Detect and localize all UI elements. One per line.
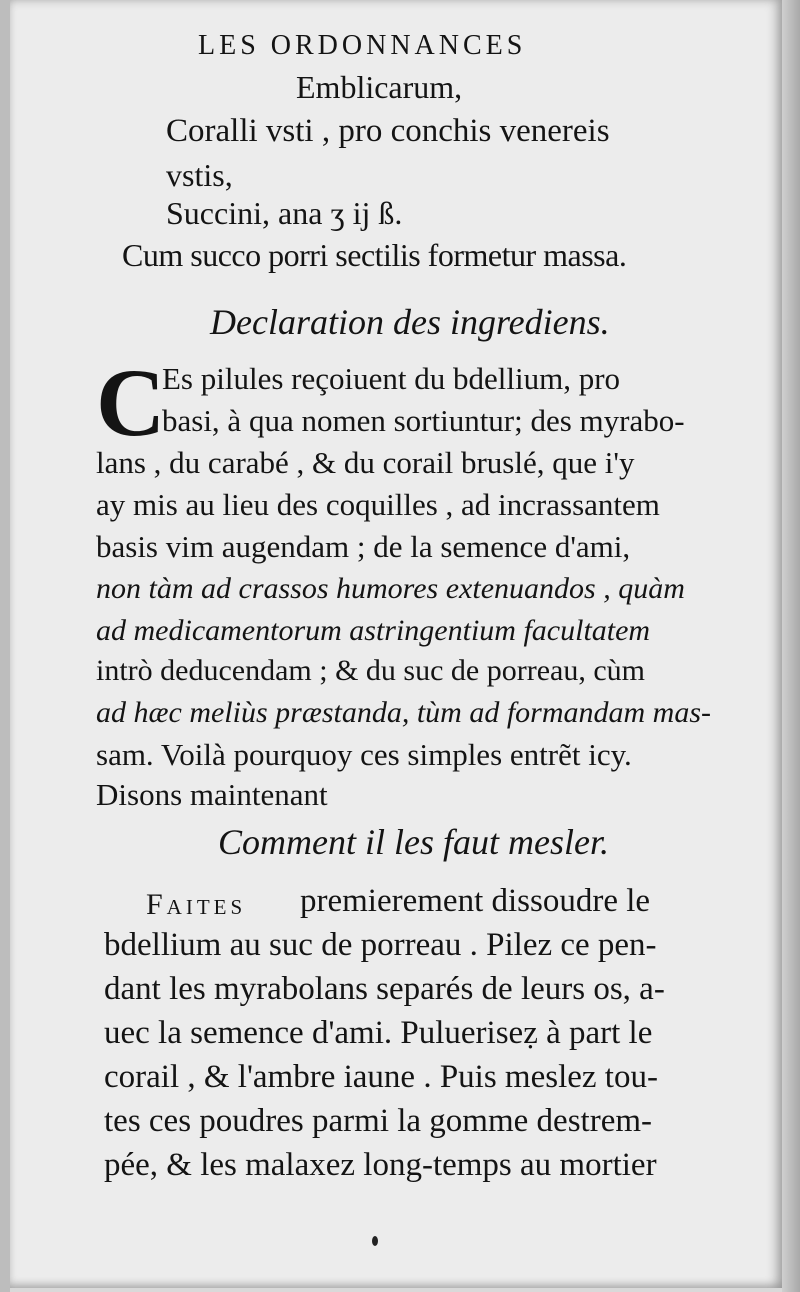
recipe-line-5: Cum succo porri sectilis formetur massa. <box>122 237 627 273</box>
page-gutter-shadow <box>782 0 800 1292</box>
body-line: premierement dissoudre le <box>300 883 651 919</box>
page-left-edge <box>0 0 10 1292</box>
section-lead-word: Faites <box>146 888 247 921</box>
body-line: dant les myrabolans separés de leurs os, a- <box>104 971 665 1007</box>
body-line: ad hæc meliùs præstanda, tùm ad formandam mas- <box>96 696 712 729</box>
body-line: ad medicamentorum astringentium facultatem <box>96 614 651 647</box>
body-line: ay mis au lieu des coquilles , ad incrassantem <box>96 487 660 522</box>
recipe-line-1: Emblicarum, <box>296 69 463 105</box>
body-line: Es pilules reçoiuent du bdellium, pro <box>162 361 621 396</box>
body-line: pée, & les malaxez long-temps au mortier <box>104 1147 657 1183</box>
body-line: bdellium au suc de porreau . Pilez ce pen- <box>104 927 657 963</box>
body-line: uec la semence d'ami. Pulueriseẓ à part le <box>104 1015 653 1051</box>
body-line: corail , & l'ambre iaune . Puis meslez tou- <box>104 1059 658 1095</box>
recipe-line-3: vstis, <box>166 157 233 193</box>
body-line: non tàm ad crassos humores extenuandos , quàm <box>96 572 685 605</box>
body-line: basis vim augendam ; de la semence d'ami, <box>96 529 631 564</box>
recipe-line-2: Coralli vsti , pro conchis venereis <box>166 113 610 149</box>
body-line: intrò deducendam ; & du suc de porreau, cùm <box>96 654 645 687</box>
body-line: basi, à qua nomen sortiuntur; des myrabo- <box>162 403 685 438</box>
recipe-line-4: Succini, ana ʒ ij ß. <box>166 195 403 231</box>
drop-capital: C <box>96 349 166 456</box>
printer-mark <box>372 1236 378 1246</box>
body-line: lans , du carabé , & du corail bruslé, que i'y <box>96 445 635 480</box>
section-heading-mesler: Comment il les faut mesler. <box>218 822 609 862</box>
body-line: sam. Voilà pourquoy ces simples entrẽt icy. <box>96 737 632 772</box>
body-line: tes ces poudres parmi la gomme destrem- <box>104 1103 652 1139</box>
body-line: Disons maintenant <box>96 777 328 812</box>
running-head: LES ORDONNANCES <box>198 30 527 61</box>
section-heading-declaration: Declaration des ingrediens. <box>210 302 610 342</box>
